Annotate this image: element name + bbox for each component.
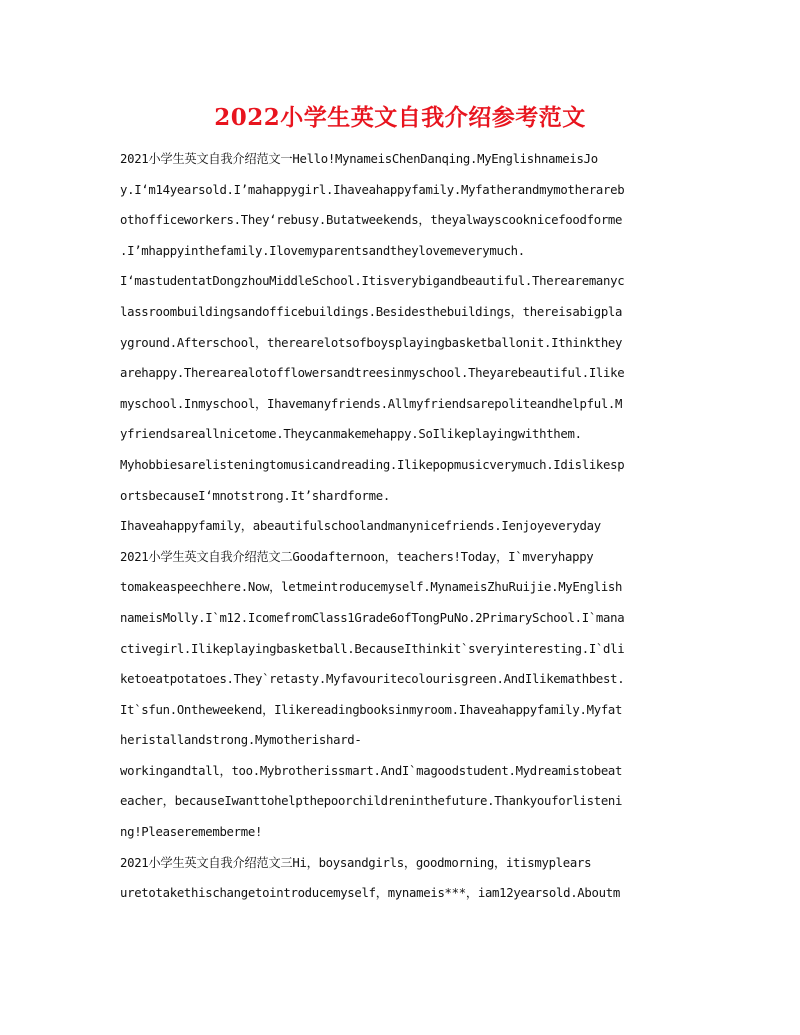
text-line: yfriendsareallnicetome.Theycanmakemehappy.SoIlikeplayingwiththem. [120,427,582,442]
text-line: ketoeatpotatoes.They`retasty.Myfavouritecolourisgreen.AndIlikemathbest. [120,672,625,687]
document-body [120,144,682,909]
text-line: ng!Pleaserememberme! [120,825,263,840]
text-line: Myhobbiesarelisteningtomusicandreading.Ilikepopmusicverymuch.Idislikesp [120,457,625,472]
text-line: uretotakethischangetointroducemyself，mynameis***，iam12yearsold.Aboutm [120,886,620,901]
text-line: Ihaveahappyfamily，abeautifulschoolandmanynicefriends.Ienjoyeveryday [120,519,601,534]
text-line: 2021小学生英文自我介绍范文一Hello!MynameisChenDanqing.MyEnglishnameisJo [120,152,598,166]
text-line: workingandtall，too.Mybrotherissmart.AndI`magoodstudent.Mydreamistobeat [120,763,623,778]
text-line: othofficeworkers.They‘rebusy.Butatweekends，theyalwayscooknicefoodforme [120,213,623,228]
text-line: nameisMolly.I`m12.IcomefromClass1Grade6ofTongPuNo.2PrimarySchool.I`mana [120,610,625,625]
text-line: 2021小学生英文自我介绍范文三Hi，boysandgirls，goodmorning，itismyplears [120,855,592,870]
text-line: eacher，becauseIwanttohelpthepoorchildreninthefuture.Thankyouforlisteni [120,794,623,809]
text-line: heristallandstrong.Mymotherishard- [120,733,362,748]
text-line: ortsbecauseI‘mnotstrong.It’shardforme. [120,488,390,503]
text-line: ctivegirl.Ilikeplayingbasketball.BecauseIthinkit`sveryinteresting.I`dli [120,641,625,656]
text-line: tomakeaspeechhere.Now，letmeintroducemyself.MynameisZhuRuijie.MyEnglish [120,580,623,595]
text-line: y.I‘m14yearsold.I’mahappygirl.Ihaveahappyfamily.Myfatherandmymotherareb [120,182,625,197]
document-title: 2022小学生英文自我介绍参考范文 [214,104,586,131]
text-line: I‘mastudentatDongzhouMiddleSchool.Itisverybigandbeautiful.Therearemanyc [120,274,625,289]
text-line: lassroombuildingsandofficebuildings.Besidesthebuildings，thereisabigpla [120,304,623,319]
text-line: .I’mhappyinthefamily.Ilovemyparentsandtheylovemeverymuch. [120,243,525,258]
text-line: It`sfun.Ontheweekend，Ilikereadingbooksinmyroom.Ihaveahappyfamily.Myfat [120,702,623,717]
text-line: yground.Afterschool，therearelotsofboysplayingbasketballonit.Ithinkthey [120,335,623,350]
text-line: arehappy.Therearealotofflowersandtreesinmyschool.Theyarebeautiful.Ilike [120,366,625,381]
text-line: myschool.Inmyschool，Ihavemanyfriends.Allmyfriendsarepoliteandhelpful.M [120,396,623,411]
text-line: 2021小学生英文自我介绍范文二Goodafternoon，teachers!Today，I`mveryhappy [120,549,594,564]
